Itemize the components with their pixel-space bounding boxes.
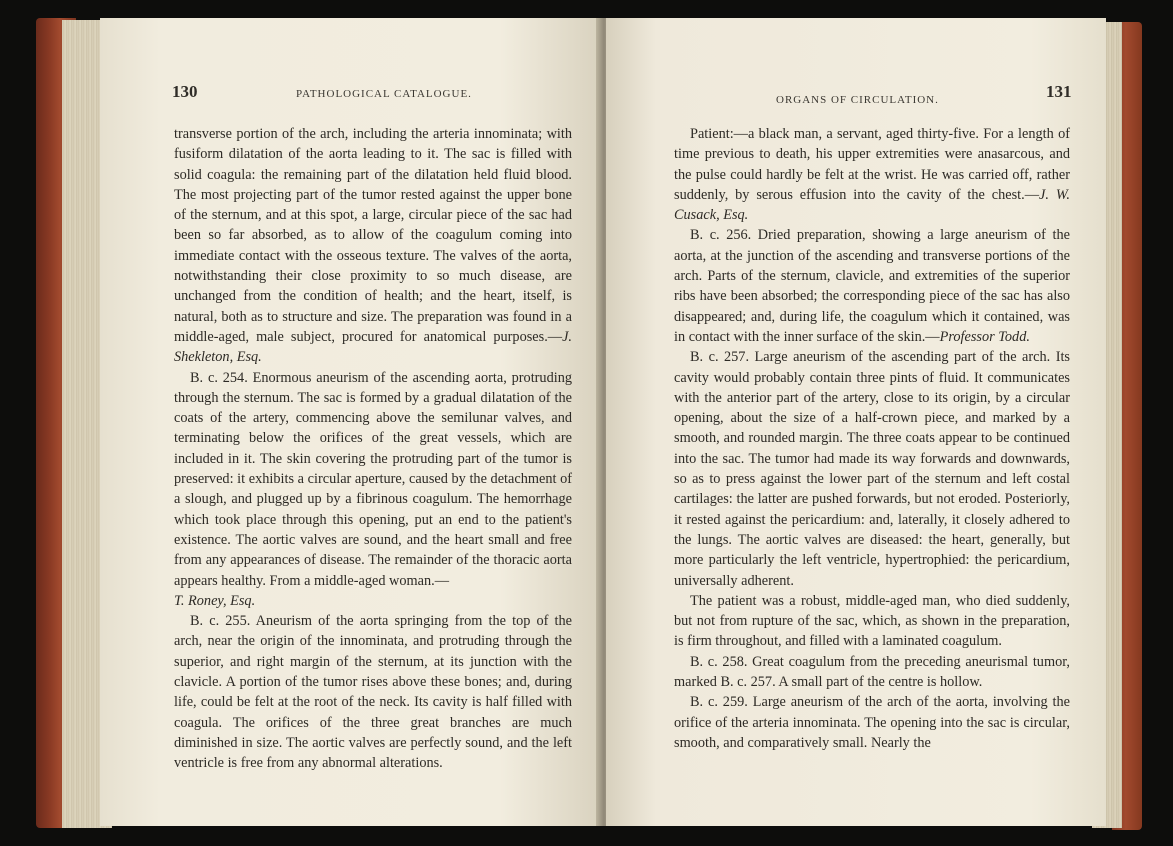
specimen-ref: B. c. 255. [190, 613, 251, 630]
running-head: PATHOLOGICAL CATALOGUE. [296, 88, 472, 100]
specimen-ref: B. c. 256. [690, 227, 752, 244]
paragraph-text: transverse portion of the arch, including the arteria innominata; with fusiform dilatation of the aorta leading to it. The sac is filled with solid coagula: the remaining part of the dilatation held fluid blood. The most projecting part of the tumor rested against the upper bone of the sternum, and at this spot, a large, circular piece of the sac had been so far absorbed, as to allow of the coagulum coming into immediate contact with the osseous texture. The valves of the aorta, notwithstanding their close proximity to so much disease, are unchanged from the condition of health; and the heart, itself, is natural, both as to structure and size. The preparation was found in a middle-aged, male subject, procured for anatomical purposes.— [174, 126, 572, 345]
running-head: ORGANS OF CIRCULATION. [776, 94, 939, 106]
paragraph-text: Large aneurism of the ascending part of the arch. Its cavity would probably contain three pints of fluid. It communicates with the anterior part of the artery, close to its origin, by a circular opening, about the size of a half-crown piece, and marked by a smooth, and rounded margin. The three coats appear to be continued into the sac. The tumor had made its way forwards and downwards, so as to press against the lower part of the sternum and left costal cartilages: the latter are pushed forwards, but not eroded. Posteriorly, it rested against the pericardium: and, laterally, it closely adhered to the lungs. The aortic valves are diseased: the heart, generally, but more particularly the left ventricle, hypertrophied: the pericardium, universally adherent. [674, 349, 1070, 589]
paragraph [174, 611, 572, 773]
paragraph-text: The patient was a robust, middle-aged man, who died suddenly, but not from rupture of the sac, which, as shown in the preparation, is firm throughout, and filled with a laminated coagulum. [674, 592, 1070, 650]
paragraph [674, 225, 1070, 347]
page-number: 130 [172, 82, 198, 101]
paragraph [674, 692, 1070, 753]
paragraph-text: Patient:—a black man, a servant, aged thirty-five. For a length of time previous to death, his upper extremities were anasarcous, and the pulse could hardly be felt at the wrist. He was carried off, rather suddenly, by serous effusion into the cavity of the chest.— [674, 126, 1070, 203]
attribution: T. Roney, Esq. [174, 592, 256, 609]
right-page [606, 18, 1106, 826]
page-body [174, 124, 572, 774]
attribution: J. Shekleton, Esq. [174, 328, 572, 366]
left-page [100, 18, 600, 826]
page-number: 131 [1046, 82, 1072, 101]
specimen-ref: B. c. 259. [690, 694, 748, 711]
paragraph [674, 652, 1070, 693]
paragraph-text: Aneurism of the aorta springing from the top of the arch, near the origin of the innominata, and protruding through the superior, and right margin of the sternum, at its junction with the clavicle. A portion of the tumor rises above these bones; and, during life, could be felt at the root of the neck. Its cavity is half filled with coagula. The orifices of the three great branches are much diminished in size. The aortic valves are perfectly sound, and the left ventricle is free from any abnormal alterations. [174, 613, 573, 772]
paragraph-text: Large aneurism of the arch of the aorta, involving the orifice of the arteria innominata. The opening into the sac is circular, smooth, and comparatively small. Nearly the [674, 694, 1071, 751]
paragraph [674, 591, 1070, 652]
paragraph [174, 368, 572, 612]
attribution: J. W. Cusack, Esq. [674, 186, 1071, 224]
specimen-ref: B. c. 258. [690, 653, 748, 670]
page-body [674, 124, 1070, 753]
paragraph-text: Great coagulum from the preceding aneurismal tumor, marked B. c. 257. A small part of the centre is hollow. [674, 653, 1070, 691]
specimen-ref: B. c. 257. [690, 349, 750, 366]
paragraph-text: Enormous aneurism of the ascending aorta, protruding through the sternum. The sac is formed by a gradual dilatation of the coats of the artery, commencing above the semilunar valves, and terminating below the orifices of the great vessels, which are included in it. The skin covering the protruding part of the tumor is preserved: it exhibits a circular aperture, caused by the detachment of a slough, and plugged up by a fibrinous coagulum. The hemorrhage which took place through this opening, put an end to the patient's existence. The aortic valves are sound, and the heart small and free from any appearances of disease. The remainder of the thoracic aorta appears healthy. From a middle-aged woman.— [174, 369, 572, 589]
paragraph-text: Dried preparation, showing a large aneurism of the aorta, at the junction of the ascending and transverse portions of the arch. Parts of the sternum, clavicle, and extremities of the superior ribs have been absorbed; the corresponding piece of the sac has also disappeared; and, during life, the coagulum which it contained, was in contact with the inner surface of the skin.— [674, 227, 1070, 345]
paragraph [174, 124, 572, 368]
paragraph [674, 347, 1070, 591]
specimen-ref: B. c. 254. [190, 369, 248, 386]
attribution: Professor Todd. [939, 328, 1030, 345]
paragraph [674, 124, 1070, 225]
